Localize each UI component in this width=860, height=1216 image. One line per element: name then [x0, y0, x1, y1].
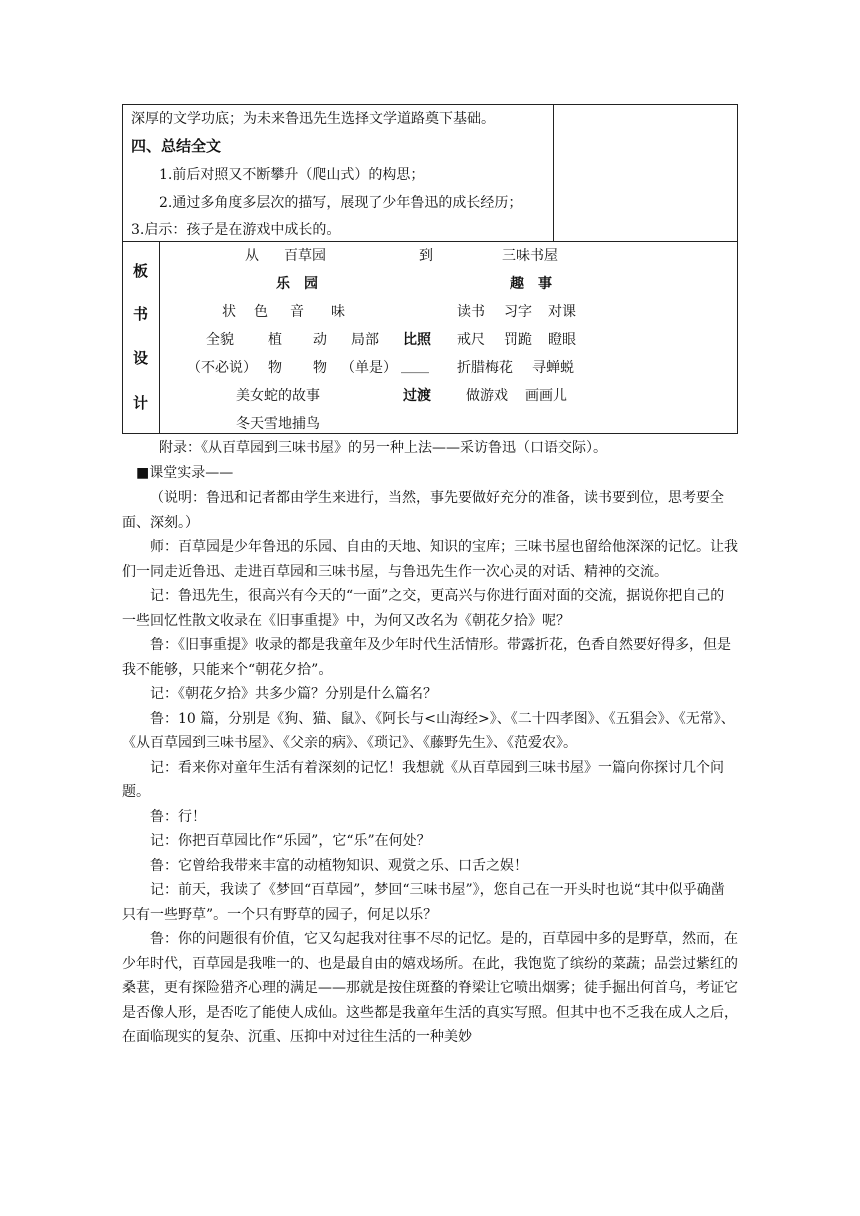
dialogue-body [122, 486, 738, 1050]
paragraph: 鲁：《旧事重提》收录的都是我童年及少年时代生活情形。带露折花，色香自然要好得多，但是我不能够，只能来个“朝花夕拾”。 [122, 637, 731, 678]
paragraph: 记：鲁迅先生，很高兴有今天的“一面”之交，更高兴与你进行面对面的交流，据说你把自己的一些回忆性散文收录在《旧事重提》中，为何又改名为《朝花夕拾》呢？ [122, 588, 725, 629]
board-school-item: 习字 [504, 304, 532, 320]
board-compare: 比照 [403, 332, 431, 348]
board-desc: 植 [268, 332, 282, 348]
board-label-divider [159, 241, 160, 433]
board-desc: （单是） [341, 360, 397, 376]
board-transition: 过渡 [403, 388, 431, 404]
paragraph: 鲁：你的问题很有价值，它又勾起我对往事不尽的记忆。是的，百草园中多的是野草，然而，在少年时代，百草园是我唯一的、也是最自由的嬉戏场所。在此，我饱览了缤纷的菜蔬；品尝过紫红的桑葚，更有探险猎齐心理的满足——那就是按住斑蝥的脊梁让它喷出烟雾；徒手掘出何首乌，考证它是否像人形，是否吃了能使人成仙。这些都是我童年生活的真实写照。但其中也不乏我在成人之后，在面临现实的复杂、沉重、压抑中对过往生活的一种美妙 [122, 931, 738, 1045]
board-blank: ____ [401, 358, 429, 374]
paragraph: 鲁：它曾给我带来丰富的动植物知识、观赏之乐、口舌之娱！ [150, 857, 528, 874]
board-sense: 色 [254, 304, 268, 320]
board-school-item: 做游戏 [466, 388, 508, 404]
board-desc: 局部 [351, 332, 379, 348]
board-story: 美女蛇的故事 [236, 388, 320, 404]
board-label-char: 计 [133, 394, 149, 412]
board-from: 从 [245, 248, 259, 264]
table-column-divider [553, 105, 554, 241]
board-winter: 冬天雪地捕鸟 [236, 416, 320, 432]
board-school: 三味书屋 [502, 248, 558, 264]
section-heading: 四、总结全文 [131, 137, 222, 155]
board-desc: 全貌 [206, 332, 234, 348]
board-right-title: 趣 事 [510, 276, 552, 292]
paragraph: 鲁：10 篇，分别是《狗、猫、鼠》、《阿长与<山海经>》、《二十四孝图》、《五猖会》、《无常》、《从百草园到三味书屋》、《父亲的病》、《琐记》、《藤野先生》、《范爱农》。 [122, 710, 735, 751]
board-desc: 物 [268, 360, 282, 376]
board-left-title: 乐 园 [276, 276, 318, 292]
board-sense: 音 [290, 304, 304, 320]
paragraph: 记：《朝花夕拾》共多少篇？分别是什么篇名？ [150, 686, 437, 702]
board-desc: 动 [313, 332, 327, 348]
board-school-item: 寻蝉蜕 [532, 360, 574, 376]
board-school-item: 折腊梅花 [457, 360, 513, 376]
board-label-char: 板 [133, 262, 149, 280]
appendix-text: 附录：《从百草园到三味书屋》的另一种上法——采访鲁迅（口语交际）。 [159, 440, 607, 456]
board-sense: 味 [331, 304, 345, 320]
board-label-char: 设 [133, 349, 149, 367]
table-divider [123, 241, 737, 242]
paragraph: 鲁：行！ [150, 808, 206, 825]
board-school-item: 对课 [548, 304, 576, 320]
paragraph: 记：前天，我读了《梦回“百草园”，梦回“三味书屋”》，您自己在一开头时也说“其中似乎确凿只有一些野草”。一个只有野草的园子，何足以乐？ [122, 882, 725, 923]
summary-item: 2.通过多角度多层次的描写，展现了少年鲁迅的成长经历； [159, 195, 523, 211]
board-sense: 状 [222, 304, 236, 320]
table-cell-text: 深厚的文学功底；为未来鲁迅先生选择文学道路奠下基础。 [131, 111, 495, 127]
board-desc: （不必说） [187, 360, 257, 376]
board-desc: 物 [313, 360, 327, 376]
board-to: 到 [419, 248, 433, 264]
summary-item: 3.启示：孩子是在游戏中成长的。 [131, 222, 341, 238]
board-school-item: 戒尺 [457, 332, 485, 348]
paragraph: 记：你把百草园比作“乐园”，它“乐”在何处？ [150, 833, 431, 849]
summary-item: 1.前后对照又不断攀升（爬山式）的构思； [159, 167, 425, 183]
board-school-item: 读书 [457, 304, 485, 320]
board-school-item: 画画儿 [525, 388, 567, 404]
paragraph: （说明：鲁迅和记者都由学生来进行，当然，事先要做好充分的准备，读书要到位，思考要全面、深刻。） [122, 490, 724, 531]
paragraph: 师：百草园是少年鲁迅的乐园、自由的天地、知识的宝库；三味书屋也留给他深深的记忆。让我们一同走近鲁迅、走进百草园和三味书屋，与鲁迅先生作一次心灵的对话、精神的交流。 [122, 539, 738, 580]
board-school-item: 罚跪 [504, 332, 532, 348]
board-garden: 百草园 [284, 248, 326, 264]
record-heading: ■课堂实录—— [136, 465, 234, 481]
board-label-char: 书 [133, 305, 149, 323]
paragraph: 记：看来你对童年生活有着深刻的记忆！我想就《从百草园到三味书屋》一篇向你探讨几个问题。 [122, 759, 724, 800]
board-school-item: 瞪眼 [548, 332, 576, 348]
